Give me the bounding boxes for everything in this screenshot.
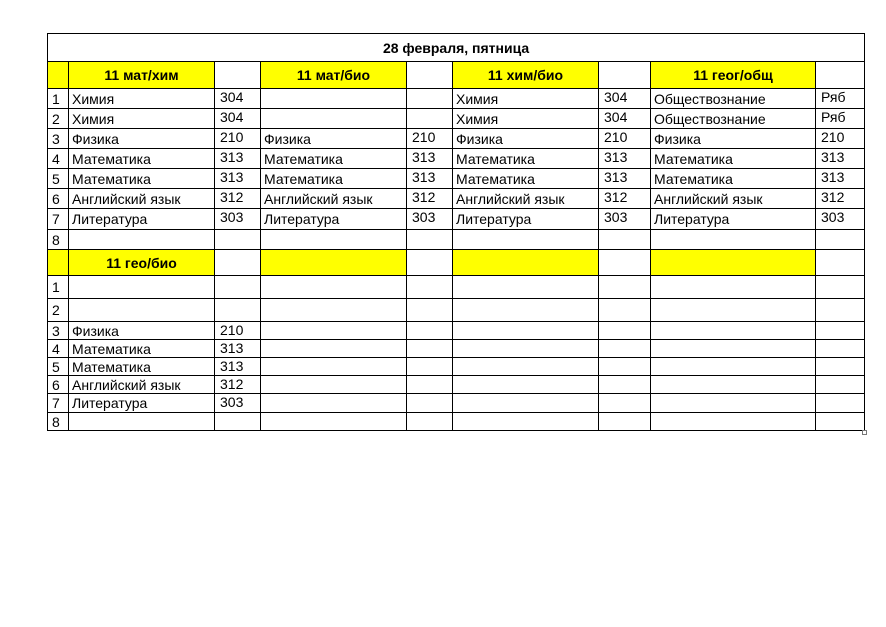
lesson-subject: Обществознание bbox=[651, 89, 816, 109]
lesson-subject: Математика bbox=[261, 149, 407, 169]
lesson-room: 210 bbox=[407, 129, 453, 149]
lesson-room: 313 bbox=[215, 169, 261, 189]
lesson-room bbox=[215, 299, 261, 322]
lesson-subject: Английский язык bbox=[69, 189, 215, 209]
lesson-row bbox=[48, 89, 865, 109]
lesson-room bbox=[407, 299, 453, 322]
lesson-room bbox=[816, 413, 865, 431]
lesson-subject: Физика bbox=[69, 322, 215, 340]
lesson-room bbox=[407, 89, 453, 109]
lesson-subject: Химия bbox=[69, 109, 215, 129]
lesson-subject: Математика bbox=[261, 169, 407, 189]
lesson-room bbox=[816, 394, 865, 413]
lesson-room: 313 bbox=[407, 169, 453, 189]
class-name-cell bbox=[261, 250, 407, 276]
class-name-cell bbox=[69, 250, 215, 276]
room-header-cell bbox=[599, 62, 651, 89]
lesson-subject: Физика bbox=[261, 129, 407, 149]
lesson-room bbox=[215, 413, 261, 431]
lesson-room: 313 bbox=[599, 149, 651, 169]
lesson-subject: Литература bbox=[69, 394, 215, 413]
lesson-subject bbox=[453, 340, 599, 358]
lesson-subject: Литература bbox=[261, 209, 407, 230]
room-header-cell bbox=[816, 62, 865, 89]
lesson-row bbox=[48, 413, 865, 431]
lesson-number: 6 bbox=[48, 376, 69, 394]
page-title: 28 февраля, пятница bbox=[48, 34, 865, 62]
lesson-row bbox=[48, 394, 865, 413]
lesson-row bbox=[48, 376, 865, 394]
lesson-room: 303 bbox=[599, 209, 651, 230]
lesson-row bbox=[48, 209, 865, 230]
lesson-room: 313 bbox=[816, 149, 865, 169]
lesson-number: 5 bbox=[48, 169, 69, 189]
class-name: 11 геог/общ bbox=[693, 67, 773, 83]
class-header-row bbox=[48, 250, 865, 276]
lesson-subject bbox=[453, 413, 599, 431]
lesson-number: 7 bbox=[48, 209, 69, 230]
lesson-room bbox=[599, 322, 651, 340]
lesson-subject: Математика bbox=[69, 169, 215, 189]
lesson-subject bbox=[261, 322, 407, 340]
lesson-subject bbox=[69, 413, 215, 431]
lesson-subject bbox=[261, 394, 407, 413]
lesson-subject: Английский язык bbox=[69, 376, 215, 394]
lesson-room bbox=[599, 276, 651, 299]
lesson-room bbox=[407, 109, 453, 129]
lesson-room: 312 bbox=[215, 189, 261, 209]
lesson-number: 4 bbox=[48, 149, 69, 169]
lesson-subject: Математика bbox=[69, 358, 215, 376]
lesson-number: 3 bbox=[48, 129, 69, 149]
lesson-number: 2 bbox=[48, 109, 69, 129]
room-header-cell bbox=[215, 250, 261, 276]
lesson-room: 303 bbox=[215, 209, 261, 230]
lesson-subject: Математика bbox=[651, 169, 816, 189]
lesson-subject bbox=[69, 276, 215, 299]
lesson-room: 304 bbox=[599, 89, 651, 109]
lesson-number: 1 bbox=[48, 276, 69, 299]
lesson-room: 303 bbox=[816, 209, 865, 230]
lesson-row bbox=[48, 129, 865, 149]
class-name: 11 мат/хим bbox=[104, 67, 179, 83]
lesson-subject bbox=[453, 394, 599, 413]
lesson-room: 313 bbox=[816, 169, 865, 189]
lesson-subject bbox=[261, 276, 407, 299]
lesson-row bbox=[48, 299, 865, 322]
lesson-subject bbox=[453, 230, 599, 250]
lesson-subject: Литература bbox=[453, 209, 599, 230]
lesson-subject: Математика bbox=[453, 149, 599, 169]
lesson-room: 304 bbox=[599, 109, 651, 129]
lesson-room bbox=[215, 276, 261, 299]
lesson-row bbox=[48, 276, 865, 299]
lesson-room: 312 bbox=[816, 189, 865, 209]
lesson-row bbox=[48, 230, 865, 250]
lesson-room bbox=[407, 376, 453, 394]
lesson-room: Ряб bbox=[816, 109, 865, 129]
class-header-row bbox=[48, 62, 865, 89]
lesson-subject: Математика bbox=[453, 169, 599, 189]
header-corner-cell bbox=[48, 62, 69, 89]
lesson-subject bbox=[69, 230, 215, 250]
class-name: 11 гео/био bbox=[106, 254, 177, 271]
room-header-cell bbox=[407, 250, 453, 276]
lesson-number: 5 bbox=[48, 358, 69, 376]
lesson-room: 303 bbox=[215, 394, 261, 413]
lesson-subject: Физика bbox=[453, 129, 599, 149]
class-name-cell bbox=[69, 62, 215, 89]
lesson-subject bbox=[261, 109, 407, 129]
lesson-subject: Химия bbox=[69, 89, 215, 109]
lesson-subject: Физика bbox=[69, 129, 215, 149]
lesson-subject bbox=[261, 376, 407, 394]
lesson-subject bbox=[651, 322, 816, 340]
class-name: 11 мат/био bbox=[296, 67, 371, 83]
lesson-subject: Английский язык bbox=[651, 189, 816, 209]
lesson-room: 304 bbox=[215, 109, 261, 129]
lesson-subject bbox=[261, 230, 407, 250]
lesson-subject bbox=[651, 299, 816, 322]
lesson-subject bbox=[261, 89, 407, 109]
lesson-subject bbox=[69, 299, 215, 322]
class-name-cell bbox=[261, 62, 407, 89]
lesson-subject bbox=[651, 340, 816, 358]
schedule-table bbox=[47, 33, 865, 431]
lesson-subject bbox=[651, 394, 816, 413]
lesson-room bbox=[599, 299, 651, 322]
lesson-subject bbox=[261, 413, 407, 431]
lesson-row bbox=[48, 322, 865, 340]
lesson-row bbox=[48, 169, 865, 189]
lesson-room bbox=[816, 340, 865, 358]
lesson-subject bbox=[453, 376, 599, 394]
lesson-row bbox=[48, 358, 865, 376]
lesson-room bbox=[816, 230, 865, 250]
lesson-subject: Химия bbox=[453, 89, 599, 109]
lesson-room: 313 bbox=[407, 149, 453, 169]
class-name-cell bbox=[651, 250, 816, 276]
room-header-cell bbox=[407, 62, 453, 89]
lesson-number: 8 bbox=[48, 413, 69, 431]
class-name: 11 хим/био bbox=[487, 67, 564, 83]
lesson-room: 210 bbox=[816, 129, 865, 149]
lesson-room: 313 bbox=[599, 169, 651, 189]
lesson-room bbox=[816, 376, 865, 394]
lesson-number: 6 bbox=[48, 189, 69, 209]
lesson-number: 1 bbox=[48, 89, 69, 109]
class-name-cell bbox=[651, 62, 816, 89]
lesson-number: 8 bbox=[48, 230, 69, 250]
lesson-subject: Английский язык bbox=[453, 189, 599, 209]
class-name-cell bbox=[453, 62, 599, 89]
lesson-room: 313 bbox=[215, 358, 261, 376]
lesson-subject: Обществознание bbox=[651, 109, 816, 129]
lesson-subject bbox=[453, 299, 599, 322]
lesson-row bbox=[48, 109, 865, 129]
lesson-room bbox=[407, 230, 453, 250]
room-header-cell bbox=[215, 62, 261, 89]
lesson-room: 210 bbox=[215, 129, 261, 149]
lesson-room: 312 bbox=[599, 189, 651, 209]
lesson-room: 304 bbox=[215, 89, 261, 109]
lesson-subject bbox=[453, 276, 599, 299]
lesson-room: 313 bbox=[215, 340, 261, 358]
lesson-subject bbox=[651, 413, 816, 431]
lesson-room bbox=[215, 230, 261, 250]
lesson-row bbox=[48, 189, 865, 209]
lesson-room: 313 bbox=[215, 149, 261, 169]
lesson-room: 303 bbox=[407, 209, 453, 230]
lesson-subject: Английский язык bbox=[261, 189, 407, 209]
lesson-subject bbox=[651, 230, 816, 250]
lesson-room bbox=[816, 358, 865, 376]
lesson-subject: Литература bbox=[69, 209, 215, 230]
lesson-room bbox=[599, 413, 651, 431]
lesson-subject bbox=[261, 340, 407, 358]
lesson-subject bbox=[261, 358, 407, 376]
class-name-cell bbox=[453, 250, 599, 276]
lesson-room: 210 bbox=[599, 129, 651, 149]
lesson-number: 2 bbox=[48, 299, 69, 322]
lesson-room: Ряб bbox=[816, 89, 865, 109]
lesson-subject: Математика bbox=[69, 340, 215, 358]
lesson-subject: Физика bbox=[651, 129, 816, 149]
lesson-subject: Математика bbox=[69, 149, 215, 169]
lesson-room bbox=[407, 322, 453, 340]
lesson-room bbox=[407, 340, 453, 358]
lesson-room bbox=[599, 394, 651, 413]
room-header-cell bbox=[599, 250, 651, 276]
lesson-room bbox=[407, 394, 453, 413]
lesson-subject: Химия bbox=[453, 109, 599, 129]
lesson-room bbox=[599, 376, 651, 394]
lesson-number: 7 bbox=[48, 394, 69, 413]
lesson-row bbox=[48, 340, 865, 358]
lesson-subject bbox=[651, 276, 816, 299]
lesson-subject bbox=[453, 358, 599, 376]
lesson-number: 3 bbox=[48, 322, 69, 340]
lesson-subject bbox=[651, 358, 816, 376]
lesson-room bbox=[407, 413, 453, 431]
lesson-room bbox=[816, 276, 865, 299]
table-resize-handle[interactable] bbox=[862, 430, 867, 435]
lesson-subject: Математика bbox=[651, 149, 816, 169]
lesson-room: 312 bbox=[407, 189, 453, 209]
lesson-room: 312 bbox=[215, 376, 261, 394]
lesson-row bbox=[48, 149, 865, 169]
header-corner-cell bbox=[48, 250, 69, 276]
lesson-room bbox=[599, 230, 651, 250]
lesson-room bbox=[599, 358, 651, 376]
lesson-number: 4 bbox=[48, 340, 69, 358]
lesson-room bbox=[407, 276, 453, 299]
lesson-room bbox=[816, 299, 865, 322]
lesson-room: 210 bbox=[215, 322, 261, 340]
lesson-room bbox=[407, 358, 453, 376]
lesson-subject: Литература bbox=[651, 209, 816, 230]
lesson-room bbox=[599, 340, 651, 358]
lesson-room bbox=[816, 322, 865, 340]
lesson-subject bbox=[651, 376, 816, 394]
lesson-subject bbox=[453, 322, 599, 340]
lesson-subject bbox=[261, 299, 407, 322]
room-header-cell bbox=[816, 250, 865, 276]
